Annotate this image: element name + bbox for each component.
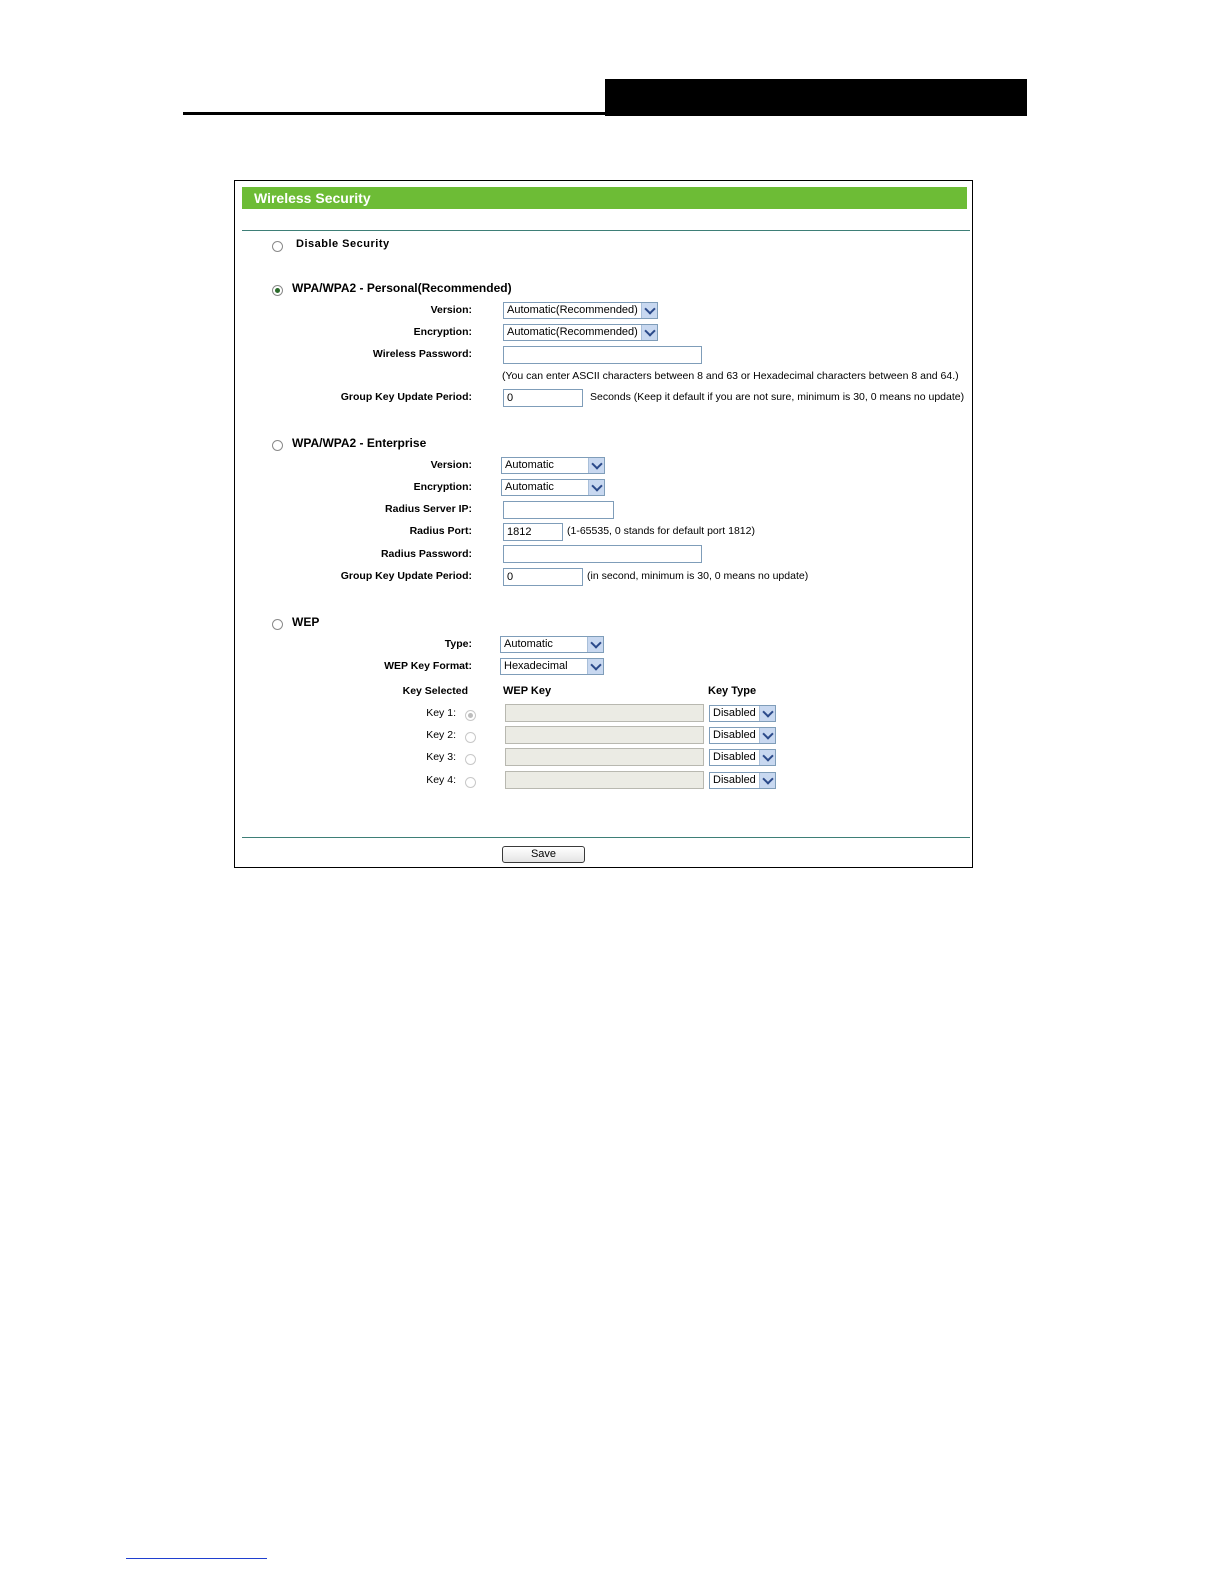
save-button[interactable]: Save [502,846,585,863]
personal-gkup-label: Group Key Update Period: [340,391,472,403]
key-4-label: Key 4: [426,774,456,786]
wep-type-value: Automatic [504,638,553,650]
chevron-down-icon [588,458,604,473]
enterprise-version-value: Automatic [505,459,554,471]
key-1-type-select[interactable] [709,705,776,722]
disable-security-radio[interactable] [272,241,283,252]
chevron-down-icon [759,728,775,743]
personal-gkup-hint: Seconds (Keep it default if you are not sure, minimum is 30, 0 means no update) [590,391,965,403]
personal-version-label: Version: [430,304,472,316]
key-1-label: Key 1: [426,707,456,719]
key-4-type-value: Disabled [713,774,756,786]
wireless-password-input[interactable] [503,346,702,364]
enterprise-encryption-value: Automatic [505,481,554,493]
key-2-input[interactable] [505,726,704,744]
header-block [605,79,1027,116]
footer-link-underline [126,1558,267,1559]
key-1-input[interactable] [505,704,704,722]
bottom-divider [242,837,970,838]
wep-type-label: Type: [444,638,472,650]
chevron-down-icon [759,750,775,765]
personal-version-value: Automatic(Recommended) [507,304,638,316]
chevron-down-icon [759,706,775,721]
enterprise-gkup-input[interactable]: 0 [503,568,583,586]
personal-encryption-select[interactable] [503,324,658,341]
wep-type-select[interactable] [500,636,604,653]
key-4-type-select[interactable] [709,772,776,789]
panel-title: Wireless Security [242,187,967,209]
radius-password-label: Radius Password: [380,548,472,560]
enterprise-gkup-hint: (in second, minimum is 30, 0 means no update) [587,570,809,582]
radius-port-input[interactable]: 1812 [503,523,563,541]
key-2-type-value: Disabled [713,729,756,741]
wireless-password-hint: (You can enter ASCII characters between 8 and 63 or Hexadecimal characters between 8 and 64.) [502,370,959,382]
radius-server-ip-input[interactable] [503,501,614,519]
wpa-enterprise-radio[interactable] [272,440,283,451]
personal-encryption-label: Encryption: [413,326,472,338]
chevron-down-icon [587,637,603,652]
chevron-down-icon [759,773,775,788]
col-wep-key: WEP Key [503,685,552,697]
chevron-down-icon [587,659,603,674]
key-3-type-value: Disabled [713,751,756,763]
chevron-down-icon [588,480,604,495]
radius-port-hint: (1-65535, 0 stands for default port 1812) [567,525,755,537]
enterprise-gkup-label: Group Key Update Period: [340,570,472,582]
wep-key-format-label: WEP Key Format: [384,660,472,672]
wpa-personal-radio[interactable] [272,285,283,296]
col-key-type: Key Type [708,685,757,697]
header-rule [183,112,1027,115]
wireless-password-label: Wireless Password: [372,348,472,360]
chevron-down-icon [641,325,657,340]
key-2-type-select[interactable] [709,727,776,744]
wep-key-format-select[interactable] [500,658,604,675]
personal-version-select[interactable] [503,302,658,319]
enterprise-encryption-select[interactable] [501,479,605,496]
radius-port-label: Radius Port: [409,525,472,537]
key-3-radio[interactable] [465,754,476,765]
disable-security-label: Disable Security [296,238,390,250]
key-3-input[interactable] [505,748,704,766]
key-1-type-value: Disabled [713,707,756,719]
key-3-type-select[interactable] [709,749,776,766]
chevron-down-icon [641,303,657,318]
wireless-security-panel [234,180,973,868]
personal-encryption-value: Automatic(Recommended) [507,326,638,338]
key-2-radio[interactable] [465,732,476,743]
personal-gkup-input[interactable]: 0 [503,389,583,407]
wep-key-format-value: Hexadecimal [504,660,568,672]
top-divider [242,230,970,231]
col-key-selected: Key Selected [402,685,468,697]
enterprise-encryption-label: Encryption: [413,481,472,493]
enterprise-version-select[interactable] [501,457,605,474]
key-2-label: Key 2: [426,729,456,741]
key-4-input[interactable] [505,771,704,789]
wpa-enterprise-label: WPA/WPA2 - Enterprise [292,436,427,450]
key-3-label: Key 3: [426,751,456,763]
enterprise-version-label: Version: [430,459,472,471]
wep-label: WEP [292,615,320,629]
radius-server-ip-label: Radius Server IP: [385,503,472,515]
wpa-personal-label: WPA/WPA2 - Personal(Recommended) [292,281,512,295]
radius-password-input[interactable] [503,545,702,563]
key-1-radio[interactable] [465,710,476,721]
key-4-radio[interactable] [465,777,476,788]
wep-radio[interactable] [272,619,283,630]
